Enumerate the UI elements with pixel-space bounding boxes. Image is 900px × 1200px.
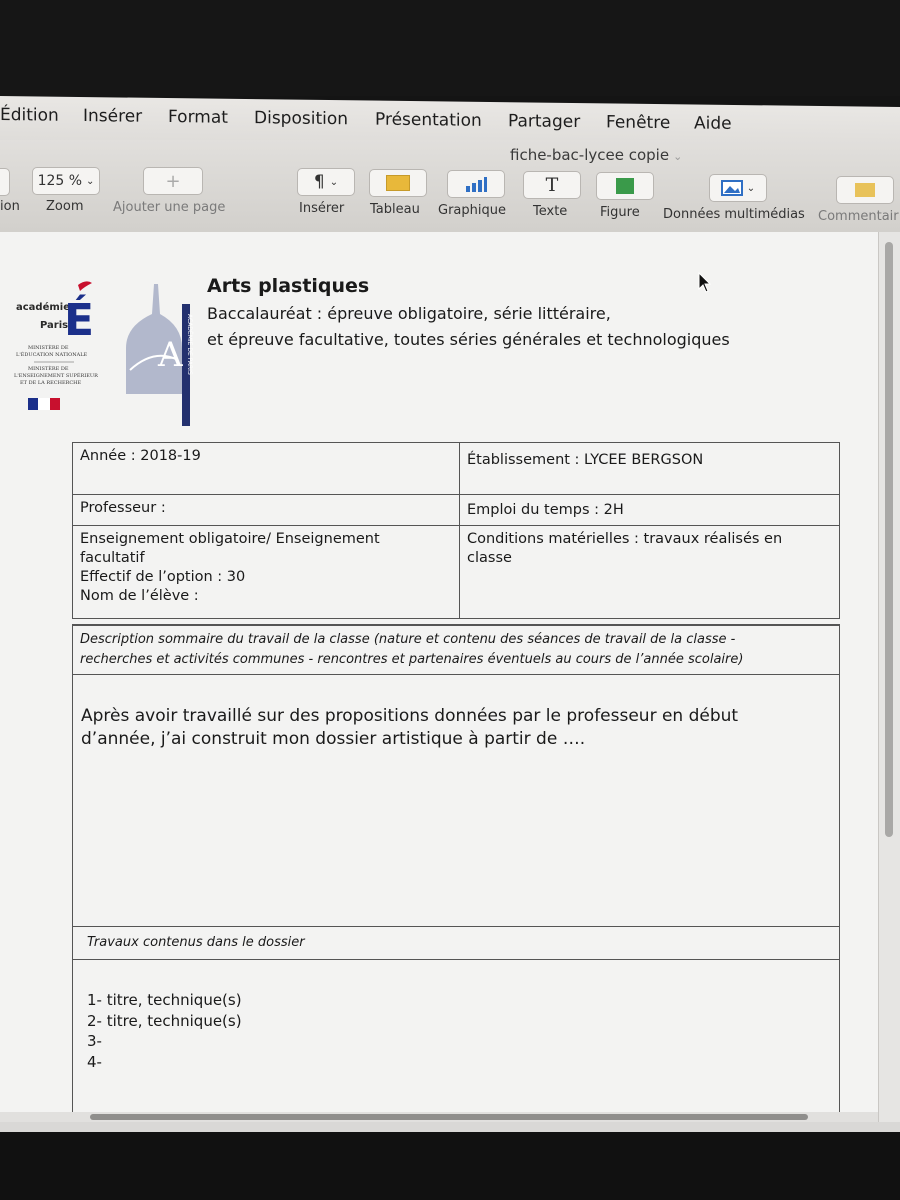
chart-label: Graphique	[438, 203, 506, 218]
table-label: Tableau	[370, 202, 420, 217]
screen-bezel-top	[0, 0, 900, 96]
menu-aide[interactable]: Aide	[694, 113, 732, 134]
vertical-scrollbar[interactable]	[878, 232, 900, 1122]
zoom-label: Zoom	[46, 199, 84, 214]
pilcrow-icon: ¶	[313, 172, 325, 192]
conditions-cell[interactable]	[460, 526, 839, 618]
travaux-list-cell[interactable]	[73, 960, 839, 1120]
svg-text:É: É	[64, 295, 95, 346]
description-content-line-1: Après avoir travaillé sur des propositions données par le professeur en début	[81, 706, 739, 726]
annee-cell[interactable]	[73, 443, 460, 494]
menu-partager[interactable]: Partager	[508, 111, 581, 133]
svg-text:MINISTÈRE DE: MINISTÈRE DE	[28, 366, 69, 372]
svg-text:ACADÉMIE DE PARIS: ACADÉMIE DE PARIS	[186, 314, 193, 375]
academie-de-paris-logo	[124, 278, 196, 426]
etablissement-text: Établissement : LYCEE BERGSON	[467, 452, 704, 468]
enseignement-text-2: facultatif	[80, 550, 145, 566]
chart-icon	[464, 176, 488, 192]
description-content-cell[interactable]	[73, 675, 839, 926]
enseignement-cell[interactable]	[73, 526, 460, 618]
svg-text:L'ENSEIGNEMENT SUPÉRIEUR: L'ENSEIGNEMENT SUPÉRIEUR	[14, 373, 98, 379]
table-row	[72, 960, 840, 1120]
toolbar	[0, 140, 900, 233]
list-item: 3-	[87, 1032, 102, 1050]
text-button[interactable]	[523, 171, 581, 199]
view-label: ion	[0, 199, 20, 214]
travaux-heading-cell[interactable]	[73, 927, 839, 959]
list-item: 4-	[87, 1052, 102, 1071]
effectif-text: Effectif de l’option : 30	[80, 569, 246, 585]
chart-button[interactable]	[447, 170, 505, 198]
menu-edition[interactable]: Édition	[0, 105, 59, 126]
svg-text:MINISTÈRE DE: MINISTÈRE DE	[28, 345, 69, 351]
conditions-text-1: Conditions matérielles : travaux réalisés en	[467, 531, 783, 547]
view-button[interactable]	[0, 168, 10, 196]
chevron-down-icon: ⌄	[86, 175, 95, 187]
menu-disposition[interactable]: Disposition	[254, 108, 349, 130]
comment-label: Commentair	[818, 209, 899, 224]
table-row	[72, 495, 840, 526]
menu-fenetre[interactable]: Fenêtre	[606, 112, 671, 134]
form-table	[72, 442, 840, 1120]
etablissement-cell[interactable]	[460, 443, 839, 494]
conditions-text-2: classe	[467, 550, 512, 566]
horizontal-scrollbar[interactable]	[0, 1112, 878, 1122]
shape-label: Figure	[600, 205, 640, 220]
zoom-select[interactable]	[32, 167, 100, 195]
table-row	[72, 625, 840, 675]
menu-inserer[interactable]: Insérer	[83, 106, 143, 127]
table-button[interactable]	[369, 169, 427, 197]
page-title: Arts plastiques	[207, 275, 370, 297]
document-page[interactable]	[0, 232, 878, 1122]
description-text-2: recherches et activités communes - rencontres et partenaires éventuels au cours de l’année scolaire)	[80, 652, 744, 667]
horizontal-scrollbar-thumb[interactable]	[90, 1114, 808, 1120]
document-title[interactable]: fiche-bac-lycee copie ⌄	[510, 146, 683, 164]
list-item: 2- titre, technique(s)	[87, 1011, 242, 1030]
media-button[interactable]	[709, 174, 767, 202]
travaux-heading: Travaux contenus dans le dossier	[87, 935, 305, 950]
table-row	[72, 526, 840, 619]
menu-format[interactable]: Format	[168, 107, 228, 128]
page-subtitle-line-2: et épreuve facultative, toutes séries générales et technologiques	[207, 330, 730, 349]
mouse-cursor-icon	[698, 272, 712, 294]
document-area	[0, 232, 900, 1132]
description-cell[interactable]	[73, 626, 839, 674]
svg-text:ET DE LA RECHERCHE: ET DE LA RECHERCHE	[20, 380, 82, 386]
description-text-1: Description sommaire du travail de la classe (nature et contenu des séances de travail de la classe -	[80, 632, 736, 647]
svg-text:A: A	[158, 335, 183, 375]
insert-label: Insérer	[299, 201, 345, 216]
nom-eleve-text: Nom de l’élève :	[80, 588, 199, 604]
chevron-down-icon: ⌄	[746, 182, 756, 194]
svg-text:L'ÉDUCATION NATIONALE: L'ÉDUCATION NATIONALE	[16, 352, 88, 358]
shape-icon	[616, 178, 634, 194]
list-item: 1- titre, technique(s)	[87, 991, 242, 1009]
description-content-line-2: d’année, j’ai construit mon dossier artistique à partir de ….	[81, 729, 586, 749]
screen-bezel-bottom	[0, 1132, 900, 1200]
scrollbar-thumb[interactable]	[885, 242, 893, 837]
image-icon	[721, 180, 743, 196]
academie-paris-logo	[14, 277, 104, 427]
page-subtitle-line-1: Baccalauréat : épreuve obligatoire, série littéraire,	[207, 304, 611, 323]
chevron-down-icon: ⌄	[673, 150, 683, 163]
enseignement-text-1: Enseignement obligatoire/ Enseignement	[80, 531, 380, 547]
annee-text: Année : 2018-19	[80, 448, 201, 464]
table-icon	[386, 175, 410, 191]
shape-button[interactable]	[596, 172, 654, 200]
svg-text:académie: académie	[16, 302, 70, 313]
add-page-label: Ajouter une page	[113, 200, 226, 215]
plus-icon: +	[165, 170, 181, 192]
table-row	[72, 442, 840, 495]
table-row	[72, 927, 840, 960]
emploi-cell[interactable]	[460, 495, 839, 525]
text-label: Texte	[533, 204, 568, 219]
text-icon: T	[545, 174, 559, 196]
svg-text:Paris: Paris	[40, 320, 69, 331]
table-row	[72, 675, 840, 927]
chevron-down-icon: ⌄	[329, 176, 339, 188]
comment-button[interactable]	[836, 176, 894, 204]
comment-icon	[855, 183, 875, 197]
menu-presentation[interactable]: Présentation	[375, 109, 482, 131]
professeur-text: Professeur :	[80, 500, 166, 516]
add-page-button[interactable]	[143, 167, 203, 195]
media-label: Données multimédias	[663, 207, 805, 222]
zoom-value: 125 %	[37, 173, 83, 189]
emploi-text: Emploi du temps : 2H	[467, 502, 624, 518]
insert-button[interactable]	[297, 168, 355, 196]
professeur-cell[interactable]	[73, 495, 460, 525]
